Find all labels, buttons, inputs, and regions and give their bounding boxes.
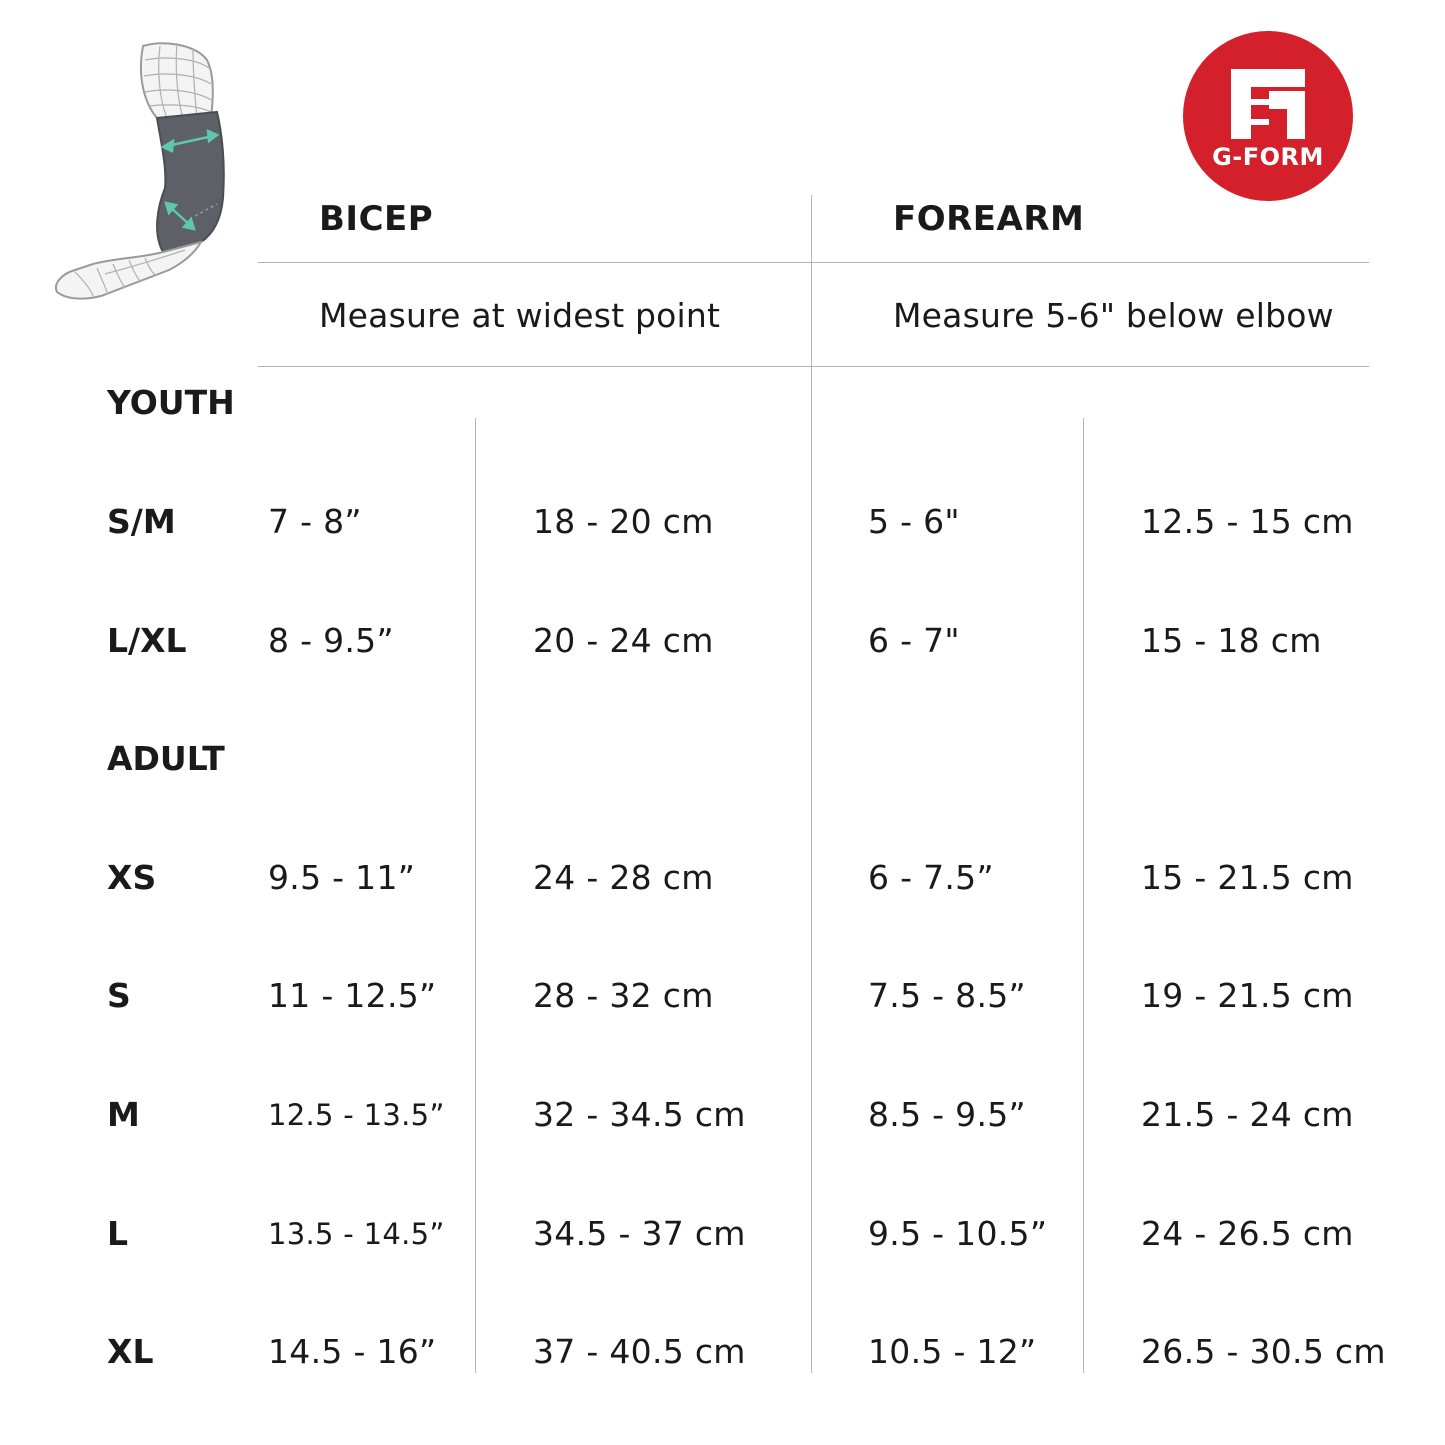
instruction-divider xyxy=(258,366,1369,367)
forearm-cm: 15 - 21.5 cm xyxy=(1141,858,1354,897)
forearm-inches: 6 - 7.5” xyxy=(868,858,994,897)
forearm-inches: 8.5 - 9.5” xyxy=(868,1095,1026,1134)
bicep-inches: 13.5 - 14.5” xyxy=(268,1217,445,1251)
bicep-heading: BICEP xyxy=(319,199,434,239)
bicep-cm: 18 - 20 cm xyxy=(533,502,714,541)
bicep-unit-divider xyxy=(475,418,476,1373)
forearm-cm: 12.5 - 15 cm xyxy=(1141,502,1354,541)
forearm-cm: 15 - 18 cm xyxy=(1141,621,1322,660)
group-label-adult: ADULT xyxy=(107,739,225,778)
size-label: L xyxy=(107,1214,129,1253)
size-label: XS xyxy=(107,858,157,897)
forearm-instruction: Measure 5-6" below elbow xyxy=(893,296,1334,335)
bicep-inches: 12.5 - 13.5” xyxy=(268,1098,445,1132)
bicep-cm: 20 - 24 cm xyxy=(533,621,714,660)
bicep-inches: 7 - 8” xyxy=(268,502,362,541)
forearm-unit-divider xyxy=(1083,418,1084,1373)
bicep-cm: 34.5 - 37 cm xyxy=(533,1214,746,1253)
forearm-cm: 26.5 - 30.5 cm xyxy=(1141,1332,1386,1371)
column-divider xyxy=(811,195,812,1373)
bicep-inches: 8 - 9.5” xyxy=(268,621,394,660)
g-form-logo xyxy=(1183,31,1353,201)
brand-name: G-FORM xyxy=(1212,143,1324,171)
size-label: L/XL xyxy=(107,621,187,660)
forearm-cm: 19 - 21.5 cm xyxy=(1141,976,1354,1015)
size-label: M xyxy=(107,1095,140,1134)
size-label: XL xyxy=(107,1332,154,1371)
forearm-inches: 10.5 - 12” xyxy=(868,1332,1037,1371)
forearm-inches: 6 - 7" xyxy=(868,621,960,660)
size-label: S/M xyxy=(107,502,176,541)
bicep-inches: 11 - 12.5” xyxy=(268,976,437,1015)
forearm-inches: 9.5 - 10.5” xyxy=(868,1214,1048,1253)
bicep-cm: 28 - 32 cm xyxy=(533,976,714,1015)
bicep-cm: 37 - 40.5 cm xyxy=(533,1332,746,1371)
size-label: S xyxy=(107,976,131,1015)
forearm-heading: FOREARM xyxy=(893,199,1085,239)
bicep-instruction: Measure at widest point xyxy=(319,296,721,335)
bicep-inches: 9.5 - 11” xyxy=(268,858,416,897)
bicep-cm: 24 - 28 cm xyxy=(533,858,714,897)
g-form-mark-icon xyxy=(1227,65,1309,143)
bicep-inches: 14.5 - 16” xyxy=(268,1332,437,1371)
bicep-cm: 32 - 34.5 cm xyxy=(533,1095,746,1134)
forearm-inches: 7.5 - 8.5” xyxy=(868,976,1026,1015)
forearm-cm: 21.5 - 24 cm xyxy=(1141,1095,1354,1134)
arm-sleeve-diagram-icon xyxy=(45,38,245,313)
forearm-inches: 5 - 6" xyxy=(868,502,960,541)
header-divider xyxy=(258,262,1369,263)
forearm-cm: 24 - 26.5 cm xyxy=(1141,1214,1354,1253)
group-label-youth: YOUTH xyxy=(107,383,235,422)
